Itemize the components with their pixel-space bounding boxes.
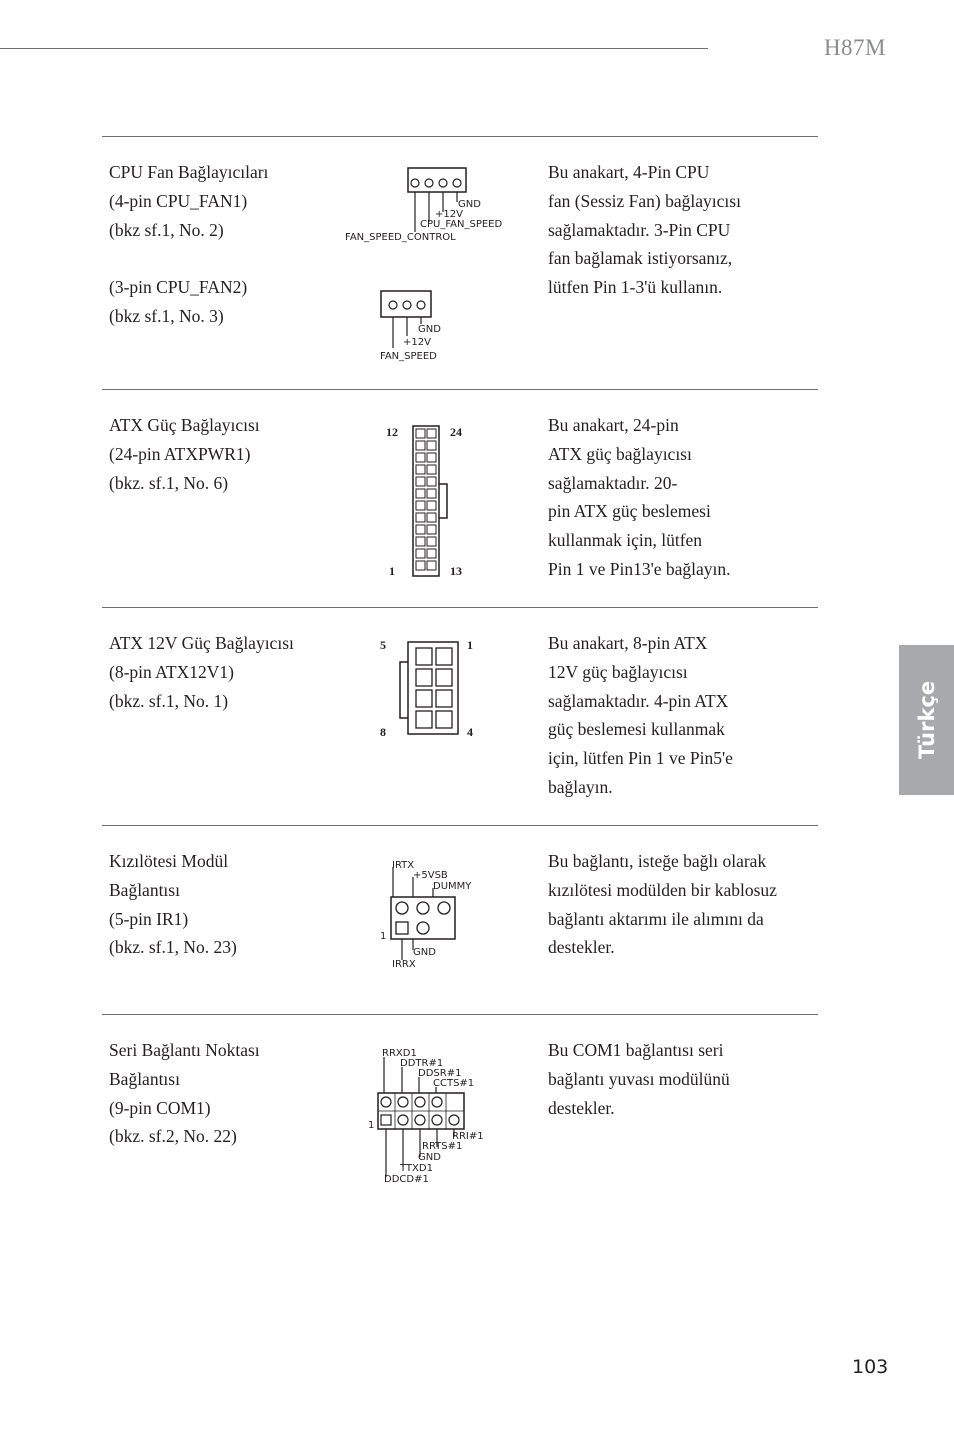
atx-24pin-connector-diagram xyxy=(380,418,480,583)
atx-pin xyxy=(416,429,425,438)
language-tab xyxy=(899,645,954,795)
pin-1-label: 1 xyxy=(380,931,387,942)
section-divider xyxy=(102,1014,818,1015)
irtx-label: IRTX xyxy=(392,860,415,871)
ir-module-description: Bu bağlantı, isteğe bağlı olarak kızılötesi modülden bir kablosuz bağlantı aktarımı ile alımını da destekler. xyxy=(548,851,777,958)
atx-pin xyxy=(416,537,425,546)
atx12v-title: ATX 12V Güç Bağlayıcısı (8-pin ATX12V1) (bkz. sf.1, No. 1) xyxy=(109,633,294,711)
section-divider xyxy=(102,136,818,137)
pin-5-label: 5 xyxy=(380,638,386,652)
atx-pin xyxy=(416,501,425,510)
gnd-label: GND xyxy=(413,947,436,958)
atx-pin xyxy=(427,549,436,558)
ir-5pin-connector-diagram xyxy=(378,855,483,970)
atx-pin xyxy=(427,537,436,546)
atx-pin xyxy=(427,525,436,534)
atx-pin xyxy=(416,441,425,450)
ir-module-title: Kızılötesi Modül Bağlantısı (5-pin IR1) (bkz. sf.1, No. 23) xyxy=(109,851,237,958)
atx-pin xyxy=(416,489,425,498)
atx-pin xyxy=(416,477,425,486)
ddtr1-label: DDTR#1 xyxy=(400,1058,444,1069)
atx-power-description: Bu anakart, 24-pin ATX güç bağlayıcısı sağlamaktadır. 20- pin ATX güç beslemesi kullanmak için, lütfen Pin 1 ve Pin13'e bağlayın. xyxy=(548,415,731,579)
rrxd1-label: RRXD1 xyxy=(382,1048,417,1059)
com-9pin-connector-diagram xyxy=(366,1045,486,1187)
pin-24-label: 24 xyxy=(450,425,462,439)
fan-speed-label: FAN_SPEED xyxy=(380,351,437,362)
atx-pin xyxy=(416,513,425,522)
5vsb-label: +5VSB xyxy=(413,870,448,881)
ddcd1-label: DDCD#1 xyxy=(384,1174,429,1185)
ttxd1-label: TTXD1 xyxy=(400,1163,433,1174)
model-name: H87M xyxy=(823,35,886,60)
atx-pin xyxy=(427,489,436,498)
section-divider xyxy=(102,389,818,390)
atx-power-title: ATX Güç Bağlayıcısı (24-pin ATXPWR1) (bkz. sf.1, No. 6) xyxy=(109,415,260,493)
header-rule xyxy=(0,48,708,49)
gnd-label: GND xyxy=(458,199,481,210)
pin-13-label: 13 xyxy=(450,564,462,578)
gnd-label: GND xyxy=(418,324,441,335)
cpu-fan1-connector-diagram xyxy=(343,164,518,249)
com-port-title: Seri Bağlantı Noktası Bağlantısı (9-pin COM1) (bkz. sf.2, No. 22) xyxy=(109,1040,260,1147)
section-divider xyxy=(102,825,818,826)
atx-pin xyxy=(427,465,436,474)
atx-pin xyxy=(416,453,425,462)
page-number: 103 xyxy=(852,1356,889,1378)
atx-pin xyxy=(416,525,425,534)
atx-pin xyxy=(416,561,425,570)
cpu-fan2-connector-diagram xyxy=(378,284,468,366)
language-tab-label: Türkçe xyxy=(914,680,939,760)
atx-pin xyxy=(427,477,436,486)
atx12v-description: Bu anakart, 8-pin ATX 12V güç bağlayıcısı sağlamaktadır. 4-pin ATX güç beslemesi kullanmak için, lütfen Pin 1 ve Pin5'e bağlayın. xyxy=(548,633,733,797)
cpu-fan-title: CPU Fan Bağlayıcıları (4-pin CPU_FAN1) (bkz sf.1, No. 2) (3-pin CPU_FAN2) (bkz sf.1, No. 3) xyxy=(109,162,269,326)
cpu-fan-description: Bu anakart, 4-Pin CPU fan (Sessiz Fan) bağlayıcısı sağlamaktadır. 3-Pin CPU fan bağlamak istiyorsanız, lütfen Pin 1-3'ü kullanın. xyxy=(548,162,741,298)
pin-1-label: 1 xyxy=(389,564,395,578)
atx-pin xyxy=(427,453,436,462)
rrts1-label: RRTS#1 xyxy=(422,1141,463,1152)
pin-8-label: 8 xyxy=(380,725,386,739)
section-divider xyxy=(102,607,818,608)
ddsr1-label: DDSR#1 xyxy=(418,1068,462,1079)
atx-pin xyxy=(427,561,436,570)
v12-label: +12V xyxy=(435,209,463,220)
atx12v-8pin-connector-diagram xyxy=(374,634,484,742)
fan-speed-control-label: FAN_SPEED_CONTROL xyxy=(345,232,456,243)
atx-pin xyxy=(427,501,436,510)
cpu-fan-speed-label: CPU_FAN_SPEED xyxy=(420,219,503,230)
atx-pin xyxy=(427,429,436,438)
atx-pin xyxy=(427,513,436,522)
v12-label: +12V xyxy=(403,337,431,348)
pin-12-label: 12 xyxy=(386,425,398,439)
dummy-label: DUMMY xyxy=(433,881,472,892)
pin-1-label: 1 xyxy=(368,1120,375,1131)
pin-1-label: 1 xyxy=(467,638,473,652)
atx-pin xyxy=(416,549,425,558)
atx-pin xyxy=(427,441,436,450)
com-port-description: Bu COM1 bağlantısı seri bağlantı yuvası modülünü destekler. xyxy=(548,1040,730,1118)
ccts1-label: CCTS#1 xyxy=(433,1078,475,1089)
irrx-label: IRRX xyxy=(392,959,416,970)
rri1-label: RRI#1 xyxy=(452,1131,484,1142)
pin-4-label: 4 xyxy=(467,725,473,739)
gnd-label: GND xyxy=(418,1152,441,1163)
atx-pin xyxy=(416,465,425,474)
